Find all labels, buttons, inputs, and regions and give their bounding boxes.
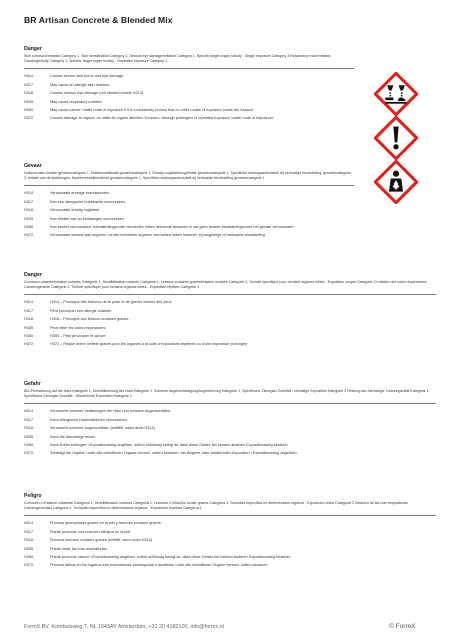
- hazard-statement-row: H372 Causes damage to organs <or state all organs affected, if known> through prolonged or repeated exposure <state route of exposure>: [24, 116, 275, 121]
- hazard-statement-row: H372 H372 – Risque avéré d'effets graves pour les organes à la suite d'expositions répétées ou d'une exposition prolongée: [24, 342, 248, 347]
- hazard-statement-row: H314 H314 – Provoque des brûlures de la peau et de graves lésions des yeux.: [24, 300, 173, 305]
- hazard-statement-row: H318 Verursacht schwere Augenschäden (entfällt, wenn auch H314): [24, 426, 155, 431]
- exclamation-mark-icon: [374, 116, 418, 160]
- copyright-logo: © FormX: [389, 623, 416, 630]
- hazard-statement-row: H318 H318 – Provoque des lésions oculaires graves.: [24, 317, 130, 322]
- divider: [24, 515, 436, 516]
- hazard-statement-row: H318 Causes serious eye damage (not needed beside H314): [24, 91, 144, 96]
- hazard-statement-row: H350 Kan kanker veroorzaken <blootstellingsroute vermelden indien afdoende bewezen is dat geen andere blootstellingsroute het gevaar veroorzaakt>: [24, 225, 295, 230]
- hazard-statement-row: H350 May cause cancer <state route of exposure if it is conclusively proven that no other routes of exposure cause the hazard>: [24, 108, 255, 113]
- hazard-statement-row: H335 Kann die Atemwege reizen.: [24, 434, 97, 439]
- signal-word: Peligro: [24, 493, 42, 499]
- hazard-statement-row: H350 Kann Krebs erzeugen <Expositionsweg angeben, sofern schlüssig belegt ist, dass diese Gefahr bei keinem anderen Expositionsweg besteht>: [24, 443, 289, 448]
- health-hazard-icon: [374, 160, 418, 204]
- hazard-statement-row: H318 Veroorzaakt ernstig oogletsel.: [24, 208, 101, 213]
- hazard-classification: Corrosion cutanée/irritation cutanée Catégorie 1, Sensibilisation cutanée Catégorie 1, Lésions oculaires graves/irritation oculaire Catégorie 1, Toxicité spécifique pour certains organes cibles - Exposition unique Catégorie 3 Irritation des voies respiratoires, Cancérogénicité Catégorie 1, Toxicité spécifique pour certains organes cibles - Exposition répétée Catégorie 1: [24, 280, 428, 290]
- hazard-statement-row: H314 Verursacht schwere Verätzungen der Haut und schwere Augenschäden.: [24, 409, 172, 414]
- divider: [24, 403, 436, 404]
- hazard-section-de: [24, 381, 436, 458]
- hazard-statement-row: H317 May cause an allergic skin reaction.: [24, 82, 111, 87]
- hazard-statement-row: H314 Veroorzaakt ernstige brandwonden.: [24, 191, 110, 196]
- hazard-statement-row: H372 Provoca daños en los órganos tras exposiciones prolongadas o repetidas <oder alle betroffenen Organe nennen, sofern bekannt>: [24, 563, 269, 568]
- hazard-statement-row: H335 May cause respiratory irritation.: [24, 99, 103, 104]
- hazard-statement-row: H372 Veroorzaakt schade aan organen <of alle betrokken organen vermelden indien bekend> bij langdurige of herhaalde blootstelling: [24, 233, 265, 238]
- signal-word: Gevaar: [24, 163, 42, 169]
- hazard-statement-row: H317 Puede provocar una reacción alérgica en la piel.: [24, 529, 132, 534]
- hazard-classification: Ätz-/Reizwirkung auf die Haut Kategorie 1, Sensibilisierung der Haut Kategorie 1, Schwere Augenschädigung/Augenreizung Kategorie 1, Spezifische Zielorgan-Toxizität - einmalige Exposition Kategorie 3 Reizung der Atemwege, Karzinogenität Kategorie 1, Spezifische Zielorgan-Toxizität - Wiederholte Exposition Kategorie 1: [24, 389, 430, 399]
- hazard-statement-row: H335 Peut irriter les voies respiratoires.: [24, 325, 107, 330]
- corrosion-icon: [374, 72, 418, 116]
- hazard-statement-row: H350 Puede provocar cáncer <Expositionsweg angeben, sofern schlüssig belegt ist, dass diese Gefahr bei keinem anderen Expositionsweg besteht>: [24, 555, 291, 560]
- hazard-classification: Huidcorrosie/-irritatie gevarencategorie 1, Huidsensibilisatie gevarencategorie 1, Ernstig oogletsel/oogirritatie gevarencategorie 1, Specifieke doelorgaantoxiciteit bij eenmalige blootstelling, gevarencategorie 3, irritatie van de luchtwegen, Kankerverwekkendheid gevarencategorie 1, Specifieke doelorgaantoxiciteit bij herhaalde blootstelling gevarencategorie 1: [24, 171, 352, 181]
- hazard-statement-row: H317 Kann allergische Hautreaktionen verursachen.: [24, 417, 128, 422]
- ghs-pictograms: [374, 72, 424, 204]
- hazard-statement-row: H350 H350 – Peut provoquer le cancer: [24, 334, 106, 339]
- hazard-statement-row: H335 Kan irritatie van de luchtwegen veroorzaken.: [24, 216, 125, 221]
- document-title: BR Artisan Concrete & Blended Mix: [24, 15, 173, 25]
- hazard-statement-row: H314 Causes severe skin burns and eye damage.: [24, 74, 125, 79]
- signal-word: Danger: [24, 272, 42, 278]
- hazard-section-es: [24, 493, 436, 570]
- hazard-statement-row: H372 Schädigt die Organe <oder alle betroffenen Organe nennen, sofern bekannt> bei längerer oder wiederholter Exposition <Expositionsweg angeben>: [24, 451, 298, 456]
- hazard-statement-row: H314 Provoca quemaduras graves en la piel y lesiones oculares graves.: [24, 521, 162, 526]
- footer-address: FormX BV, Kombuisweg 7, NL 1043AY Amsterdam, +31 20 4182100, info@formx.nl: [24, 624, 224, 630]
- hazard-section-fr: [24, 272, 436, 349]
- hazard-statement-row: H335 Puede irritar las vías respiratorias.: [24, 546, 108, 551]
- hazard-section-nl: [24, 163, 354, 240]
- divider: [24, 68, 354, 69]
- hazard-statement-row: H317 Peut provoquer une allergie cutanée.: [24, 308, 113, 313]
- divider: [24, 185, 354, 186]
- hazard-classification: Skin corrosion/irritation Category 1, Skin sensitization Category 1, Serious eye damage/irritation Category 1, Specific target organ toxicity - Single exposure Category 3 Respiratory tract irritation, Carcinogenicity Category 1, Specific target organ toxicity - Repeated exposure Category 1: [24, 54, 332, 64]
- hazard-statement-row: H317 Kan een allergische huidreactie veroorzaken.: [24, 199, 126, 204]
- hazard-classification: Corrosión o irritación cutáneas Categoría 1, Sensibilización cutánea Categoría 1, Lesiones o irritación ocular graves Categoría 1, Toxicidad específica en determinados órganos - Exposición única Categoría 3 Irritación de las vías respiratorias, Carcinogenicidad Categoría 1, Toxicidad específica en determinados órganos - Exposición repetida Categoría 1: [24, 501, 409, 511]
- divider: [24, 294, 436, 295]
- signal-word: Danger: [24, 46, 42, 52]
- hazard-statement-row: H318 Provoca lesiones oculares graves (entfällt, wenn auch H314): [24, 538, 153, 543]
- signal-word: Gefahr: [24, 381, 41, 387]
- hazard-section-en: [24, 46, 354, 123]
